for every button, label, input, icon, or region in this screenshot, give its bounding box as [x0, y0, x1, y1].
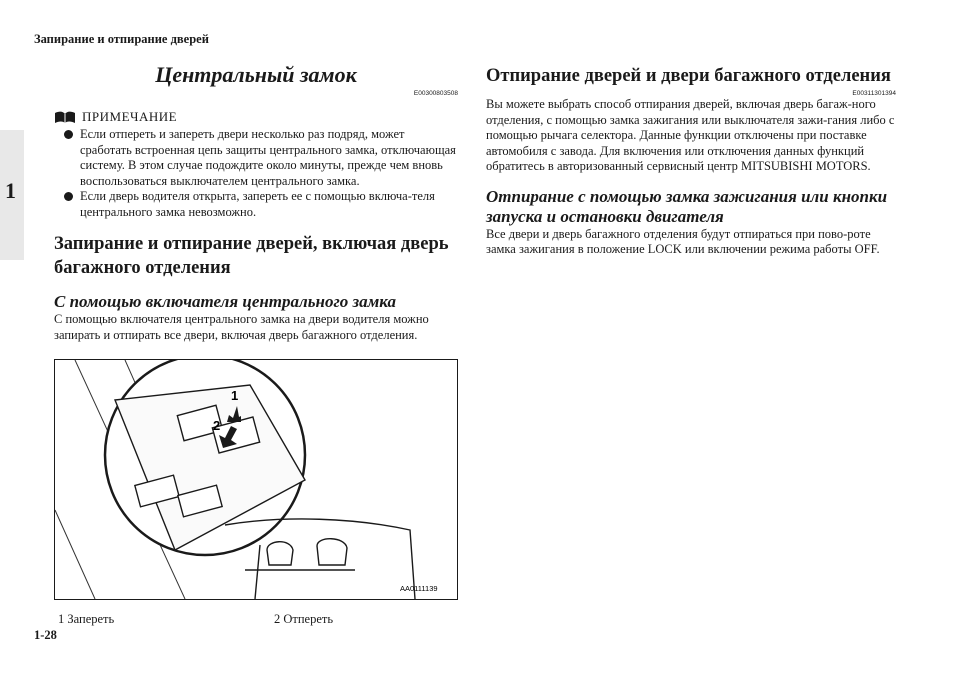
label-2: 2: [213, 418, 221, 433]
left-column: [54, 58, 458, 343]
switch-illustration: [54, 359, 458, 600]
note-label: ПРИМЕЧАНИЕ: [82, 109, 178, 124]
section-heading: Запирание и отпирание дверей, включая дверь багажного отделения: [54, 234, 449, 278]
note-item: [54, 127, 458, 189]
bullet-icon: [64, 130, 73, 139]
right-column: [486, 58, 896, 258]
note-icon: [54, 110, 76, 124]
image-code: AA0111139: [400, 584, 438, 593]
section-code: E00300803508: [413, 90, 458, 97]
page-number: 1-28: [34, 628, 57, 642]
body-paragraph: Вы можете выбрать способ отпирания дверей, включая дверь багаж-ного отделения, с помощью замка зажигания или выключателя зажи-гания либо с помощью рычага селектора. Данные функции отключены при поставке автомобиля с завода. Для включения или отключения данных функций обратитесь в авторизованный сервисный центр MITSUBISHI MOTORS.: [486, 97, 895, 173]
body-paragraph: Все двери и дверь багажного отделения будут отпираться при пово-роте замка зажигания в положение LOCK или включении режима работы OFF.: [486, 226, 880, 256]
note-list: [54, 127, 458, 220]
body-paragraph: С помощью включателя центрального замка на двери водителя можно запирать и отпирать все двери, включая дверь багажного отделения.: [54, 312, 429, 342]
subsection-heading-ignition: Отпирание с помощью замка зажигания или кнопки запуска и остановки двигателя: [486, 186, 888, 226]
bullet-icon: [64, 192, 73, 201]
note-heading: [54, 109, 458, 125]
section-heading-unlock: Отпирание дверей и двери багажного отделения: [486, 66, 891, 86]
section-title-central-lock: Центральный замок: [155, 62, 357, 87]
running-header: Запирание и отпирание дверей: [34, 32, 209, 46]
label-1: 1: [231, 388, 239, 403]
subsection-heading: С помощью включателя центрального замка: [54, 292, 396, 311]
caption-unlock: 2 Отпереть: [274, 612, 334, 626]
caption-lock: 1 Запереть: [58, 612, 115, 626]
note-item: [54, 189, 458, 220]
chapter-number: 1: [5, 178, 16, 203]
note-text: Если дверь водителя открыта, запереть ее с помощью включа-теля центрального замка невозможно.: [80, 189, 435, 219]
note-text: Если отпереть и запереть двери несколько раз подряд, может сработать встроенная цепь защиты центрального замка, отключающая систему. В этом случае подождите около минуты, прежде чем вновь воспользоваться выключателем центрального замка.: [80, 127, 456, 188]
door-switch-drawing: [55, 360, 457, 599]
section-code: E00311301394: [852, 90, 896, 97]
